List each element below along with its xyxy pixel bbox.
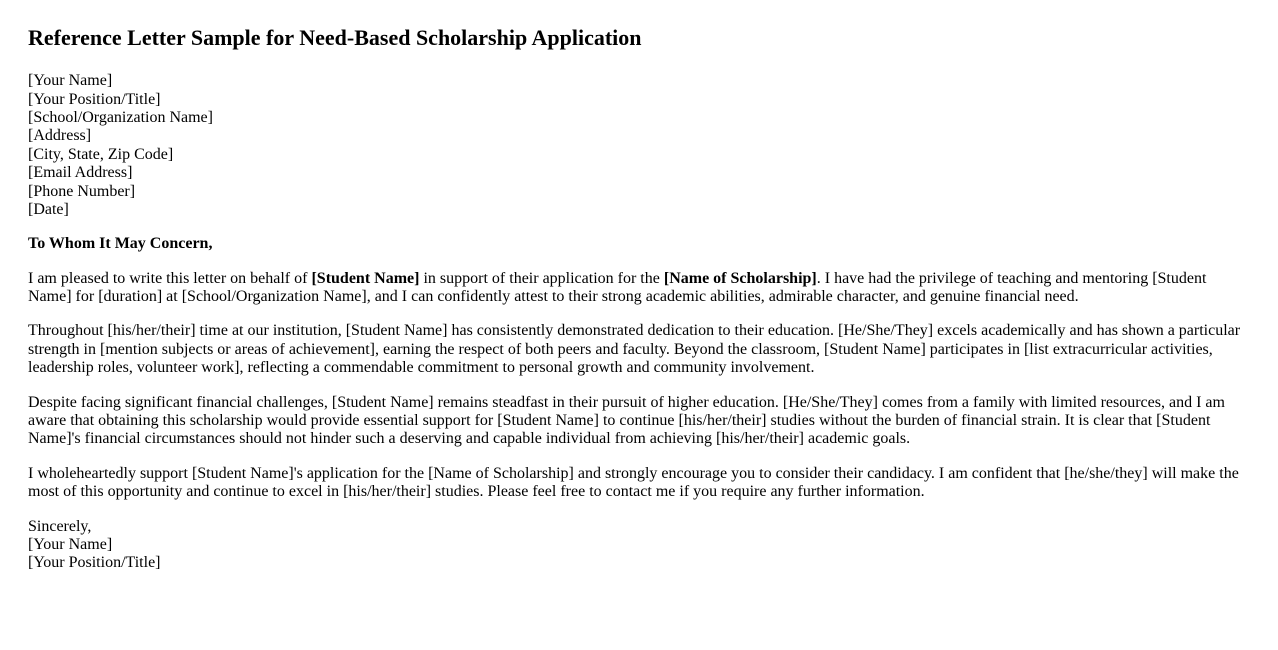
paragraph-1-text: I am pleased to write this letter on behalf of — [28, 269, 312, 287]
sender-position: [Your Position/Title] — [28, 90, 161, 108]
sender-address: [Address] — [28, 127, 92, 145]
salutation: To Whom It May Concern, — [28, 235, 213, 253]
paragraph-introduction — [28, 270, 1242, 307]
sender-organization: [School/Organization Name] — [28, 108, 213, 126]
closing-name: [Your Name] — [28, 536, 113, 553]
letter-date: [Date] — [28, 200, 69, 218]
paragraph-academic-character: Throughout [his/her/their] time at our institution, [Student Name] has consistently demonstrated dedication to their education. [He/She/They] excels academically and has shown a particular strength in [mention subjects or areas of achievement], earning the respect of both peers and faculty. Beyond the classroom, [Student Name] participates in [list extracurricular activities, leadership roles, volunteer work], reflecting a commendable commitment to personal growth and community involvement. — [28, 322, 1241, 377]
sender-phone: [Phone Number] — [28, 182, 136, 200]
paragraph-financial-need: Despite facing significant financial challenges, [Student Name] remains steadfast in their pursuit of higher education. [He/She/They] comes from a family with limited resources, and I am aware that obtaining this scholarship would provide essential support for [Student Name] to continue [his/her/their] studies without the burden of financial strain. It is clear that [Student Name]'s financial circumstances should not hinder such a deserving and capable individual from achieving [his/her/their] academic goals. — [28, 393, 1225, 448]
paragraph-1-text: . I have had the privilege of teaching and mentoring [Student Name] for [duration] at [School/Organization Name], and I can confidently attest to their strong academic abilities, admirable character, and genuine financial need. — [28, 269, 1207, 306]
closing-sincerely: Sincerely, — [28, 517, 92, 535]
paragraph-1-text: in support of their application for the — [419, 269, 664, 287]
closing-block — [28, 518, 1242, 573]
sender-name: [Your Name] — [28, 72, 113, 90]
scholarship-name-placeholder: [Name of Scholarship] — [663, 269, 817, 287]
closing-position: [Your Position/Title] — [28, 554, 161, 572]
sender-email: [Email Address] — [28, 164, 133, 182]
student-name-placeholder: [Student Name] — [311, 269, 420, 287]
sender-block — [28, 72, 1242, 219]
sender-city-state-zip: [City, State, Zip Code] — [28, 145, 174, 163]
paragraph-endorsement: I wholeheartedly support [Student Name]'s application for the [Name of Scholarship] and strongly encourage you to consider their candidacy. I am confident that [he/she/they] will make the most of this opportunity and continue to excel in [his/her/their] studies. Please feel free to contact me if you require any further information. — [28, 464, 1239, 501]
page-title: Reference Letter Sample for Need-Based Scholarship Application — [28, 25, 642, 50]
